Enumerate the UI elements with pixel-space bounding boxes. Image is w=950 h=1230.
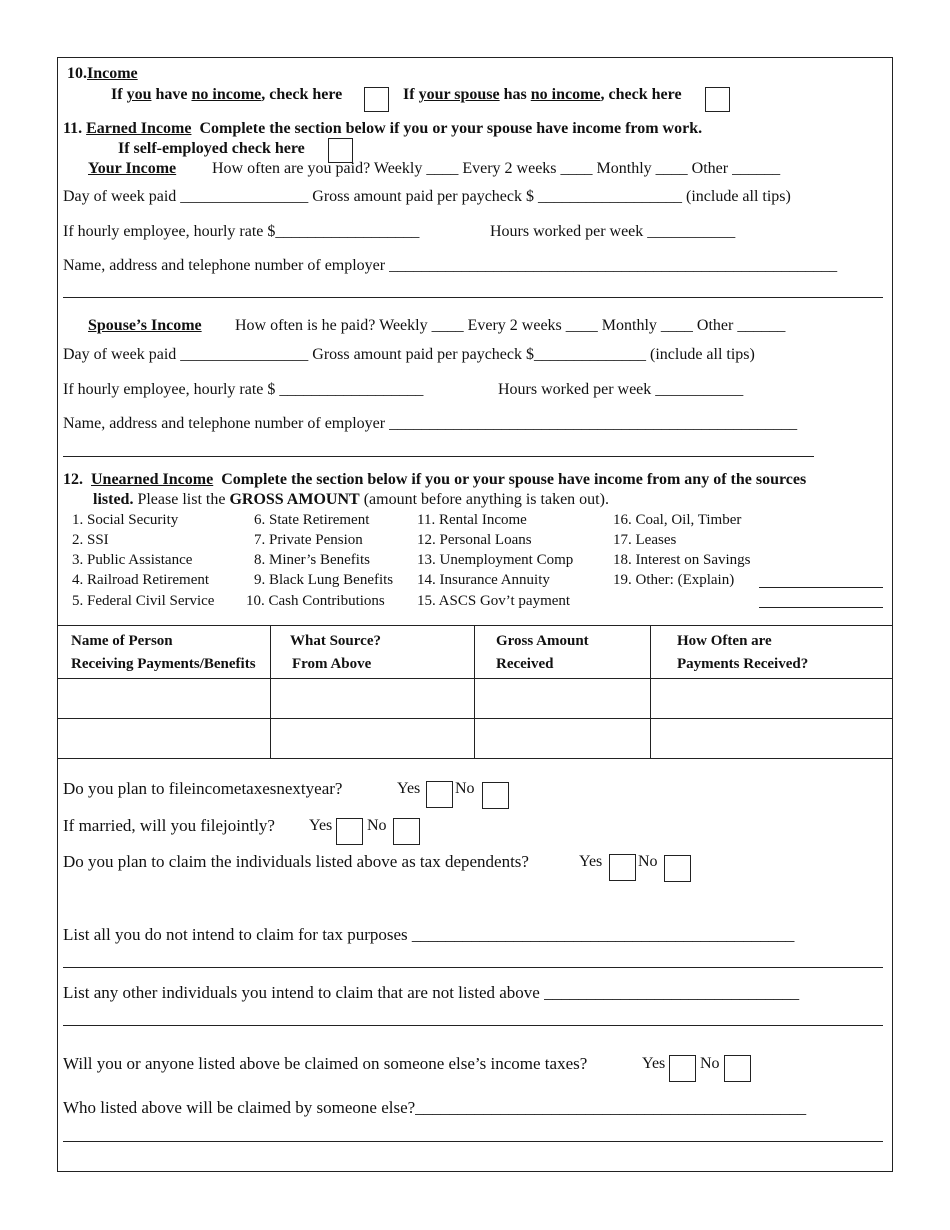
table-top-border: [57, 625, 893, 626]
claimed-else-question: Will you or anyone listed above be claimed on someone else’s income taxes?: [63, 1054, 588, 1073]
source-list-item: 2. SSI: [72, 532, 109, 548]
source-list-item: 13. Unemployment Comp: [417, 552, 574, 568]
table-header-border: [57, 678, 893, 679]
table-header-gross: Gross Amount: [496, 633, 589, 649]
table-cell[interactable]: [58, 680, 269, 717]
source-list-item: 1. Social Security: [72, 512, 179, 528]
not-claim-extra-line[interactable]: [63, 967, 883, 968]
claim-dependents-no-checkbox[interactable]: [664, 855, 691, 882]
self-employed-label: If self-employed check here: [118, 140, 305, 157]
claim-dependents-no-label: No: [638, 853, 658, 870]
source-list-item: 8. Miner’s Benefits: [254, 552, 370, 568]
source-list-item: 11. Rental Income: [417, 512, 527, 528]
source-list-item: 15. ASCS Gov’t payment: [417, 593, 571, 609]
source-list-item: 10. Cash Contributions: [246, 593, 385, 609]
claimed-else-yes-label: Yes: [642, 1055, 666, 1072]
file-taxes-question: Do you plan to fileincometaxesnextyear?: [63, 779, 343, 798]
your-employer-field[interactable]: Name, address and telephone number of employer ________________________________________________________: [63, 257, 838, 274]
claimed-else-yes-checkbox[interactable]: [669, 1055, 696, 1082]
file-taxes-no-checkbox[interactable]: [482, 782, 509, 809]
table-cell[interactable]: [652, 680, 892, 717]
table-header-source: What Source?: [290, 633, 381, 649]
table-col-divider: [650, 625, 651, 758]
section-11-heading: 11. Earned Income Complete the section below if you or your spouse have income from work.: [63, 120, 703, 137]
file-taxes-yes-checkbox[interactable]: [426, 781, 453, 808]
other-explain-line[interactable]: [759, 587, 883, 588]
table-col-divider: [474, 625, 475, 758]
spouse-pay-frequency-field[interactable]: How often is he paid? Weekly ____ Every 2 weeks ____ Monthly ____ Other ______: [235, 317, 786, 334]
table-header-name: Receiving Payments/Benefits: [71, 656, 256, 672]
table-header-source: From Above: [292, 656, 372, 672]
claimed-else-no-checkbox[interactable]: [724, 1055, 751, 1082]
your-hours-worked-field[interactable]: Hours worked per week ___________: [490, 223, 736, 240]
claim-dependents-yes-checkbox[interactable]: [609, 854, 636, 881]
your-hourly-rate-field[interactable]: If hourly employee, hourly rate $__________________: [63, 223, 420, 240]
file-jointly-no-checkbox[interactable]: [393, 818, 420, 845]
source-list-item: 9. Black Lung Benefits: [254, 572, 394, 588]
table-cell[interactable]: [58, 720, 269, 757]
claim-dependents-yes-label: Yes: [579, 853, 603, 870]
spouse-hours-worked-field[interactable]: Hours worked per week ___________: [498, 381, 744, 398]
not-claim-field[interactable]: List all you do not intend to claim for tax purposes _____________________________________________: [63, 925, 795, 944]
source-list-item: 3. Public Assistance: [72, 552, 193, 568]
table-cell[interactable]: [476, 720, 649, 757]
spouse-employer-extra-line[interactable]: [63, 456, 814, 457]
file-taxes-no-label: No: [455, 780, 475, 797]
no-income-spouse-label: If your spouse has no income, check here: [403, 86, 682, 103]
source-list-item: 18. Interest on Savings: [613, 552, 751, 568]
claimed-else-no-label: No: [700, 1055, 720, 1072]
spouse-hourly-rate-field[interactable]: If hourly employee, hourly rate $ __________________: [63, 381, 424, 398]
file-jointly-yes-checkbox[interactable]: [336, 818, 363, 845]
file-jointly-yes-label: Yes: [309, 817, 333, 834]
source-list-item: 12. Personal Loans: [417, 532, 532, 548]
who-claimed-field[interactable]: Who listed above will be claimed by someone else?______________________________________________: [63, 1098, 807, 1117]
table-header-gross: Received: [496, 656, 554, 672]
your-employer-extra-line[interactable]: [63, 297, 883, 298]
source-list-item: 17. Leases: [613, 532, 677, 548]
section-12-note: listed. Please list the GROSS AMOUNT (amount before anything is taken out).: [93, 491, 609, 508]
file-jointly-question: If married, will you filejointly?: [63, 816, 275, 835]
your-pay-day-gross-field[interactable]: Day of week paid ________________ Gross amount paid per paycheck $ __________________ (include all tips): [63, 188, 791, 205]
your-pay-frequency-field[interactable]: How often are you paid? Weekly ____ Every 2 weeks ____ Monthly ____ Other ______: [212, 160, 781, 177]
table-header-name: Name of Person: [71, 633, 173, 649]
source-list-item: 16. Coal, Oil, Timber: [613, 512, 742, 528]
source-list-item: 4. Railroad Retirement: [72, 572, 210, 588]
table-cell[interactable]: [652, 720, 892, 757]
source-list-item: 14. Insurance Annuity: [417, 572, 550, 588]
table-cell[interactable]: [272, 720, 473, 757]
spouse-pay-day-gross-field[interactable]: Day of week paid ________________ Gross amount paid per paycheck $______________ (include all tips): [63, 346, 755, 363]
table-header-frequency: How Often are: [677, 633, 772, 649]
section-10-heading: 10.Income: [67, 65, 138, 82]
source-list-item: 6. State Retirement: [254, 512, 370, 528]
source-list-item: 19. Other: (Explain): [613, 572, 735, 588]
table-header-frequency: Payments Received?: [677, 656, 809, 672]
table-cell[interactable]: [272, 680, 473, 717]
file-taxes-yes-label: Yes: [397, 780, 421, 797]
table-cell[interactable]: [476, 680, 649, 717]
no-income-you-checkbox[interactable]: [364, 87, 389, 112]
your-income-label: Your Income: [88, 160, 177, 177]
section-12-heading: 12. Unearned Income Complete the section below if you or your spouse have income from any of the sources: [63, 471, 807, 488]
table-col-divider: [270, 625, 271, 758]
other-claim-field[interactable]: List any other individuals you intend to claim that are not listed above ______________________________: [63, 983, 800, 1002]
spouse-employer-field[interactable]: Name, address and telephone number of employer ___________________________________________________: [63, 415, 798, 432]
other-claim-extra-line[interactable]: [63, 1025, 883, 1026]
other-explain-line[interactable]: [759, 607, 883, 608]
table-bottom-border: [57, 758, 893, 759]
who-claimed-extra-line[interactable]: [63, 1141, 883, 1142]
file-jointly-no-label: No: [367, 817, 387, 834]
source-list-item: 7. Private Pension: [254, 532, 363, 548]
table-row-border: [57, 718, 893, 719]
spouse-income-label: Spouse’s Income: [88, 317, 202, 334]
source-list-item: 5. Federal Civil Service: [72, 593, 215, 609]
no-income-you-label: If you have no income, check here: [111, 86, 343, 103]
no-income-spouse-checkbox[interactable]: [705, 87, 730, 112]
claim-dependents-question: Do you plan to claim the individuals listed above as tax dependents?: [63, 852, 529, 871]
